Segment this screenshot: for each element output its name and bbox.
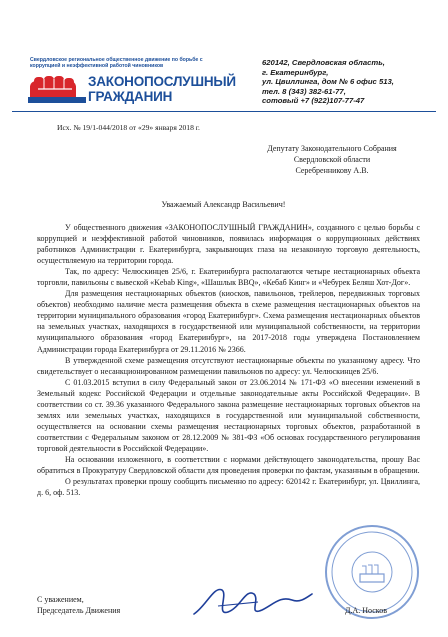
paragraph: Так, по адресу: Челюскинцев 25/6, г. Екатеринбурга располагаются четыре нестационарных объекта торговли, павильоны с вывеской «Kebab King», «Шашлык BBQ», «Кебаб Кинг» и «Чебурек Беляш Хот-Дог».: [37, 267, 420, 288]
outgoing-reference: Исх. № 19/1-044/2018 от «29» января 2018 г.: [57, 123, 200, 132]
letter-body: [37, 222, 420, 498]
letterhead: [0, 0, 448, 118]
logo-title-line2: ГРАЖДАНИН: [88, 89, 173, 104]
address-line: сотовый +7 (922)107-77-47: [262, 96, 365, 106]
address-line: тел. 8 (343) 382-61-77,: [262, 86, 346, 96]
org-description: Свердловское региональное общественное движение по борьбе с коррупцией и неэффективной работой чиновников: [30, 57, 203, 70]
paragraph: На основании изложенного, в соответствии с нормами действующего законодательства, прошу Вас обратиться в Прокуратуру Свердловской области для проведения проверки по фактам, указанным в обращении.: [37, 454, 420, 476]
paragraph: У общественного движения «ЗАКОНОПОСЛУШНЫЙ ГРАЖДАНИН», созданного с целью борьбы с коррупцией и неэффективной работой чиновников, появилась информация о коррупционных действиях работников Администрации г. Екатеринбурга, закрывающих глаза на незаконную торговую деятельность, осуществляемую на территории города.: [37, 223, 420, 266]
header-divider: [12, 111, 436, 112]
signer-name: Д.А. Носков: [345, 606, 388, 615]
recipient-line: Свердловской области: [293, 155, 371, 165]
paragraph: В утвержденной схеме размещения отсутствуют нестационарные объекты по указанному адресу. Что свидетельствует о несанкционированном размещении павильонов по адресу: ул. Челюскинцев 25/6.: [37, 355, 420, 376]
paragraph: О результатах проверки прошу сообщить письменно по адресу: 620142 г. Екатеринбург, ул. Цвиллинга, д. 6, оф. 513.: [37, 477, 420, 498]
greeting: Уважаемый Александр Васильевич!: [161, 200, 286, 209]
recipient-line: Серебренникову А.В.: [295, 166, 369, 176]
fist-logo-icon: [28, 73, 88, 105]
paragraph: С 01.03.2015 вступил в силу Федеральный закон от 23.06.2014 № 171-ФЗ «О внесении изменений в Земельный кодекс Российской Федерации и отдельные законодательные акты Российской Федерации». В соответствии со ст. 39.36 указанного Федерального закона размещение нестационарных торговых объектов на землях или земельных участках, находящихся в государственной или муниципальной собственности, осуществляется на основании схемы размещения нестационарных торговых объектов, разработанной в соответствии с Федеральным законом от 28.12.2009 № 381-ФЗ «Об основах государственного регулирования торговой деятельности в Российской Федерации».: [37, 377, 420, 453]
address-line: 620142, Свердловская область,: [262, 58, 385, 67]
address-line: г. Екатеринбург,: [262, 67, 329, 77]
address-line: ул. Цвиллинга, дом № 6 офис 513,: [262, 77, 394, 87]
recipient-line: Депутату Законодательного Собрания: [267, 144, 397, 153]
paragraph: Для размещения нестационарных объектов (киосков, павильонов, трейлеров, передвижных торговых объектов) необходимо наличие места размещения объекта в схеме размещения нестационарных объектов на территории муниципального образования «город Екатеринбург». Схема размещения нестационарных объектов на земельных участках, находящихся в государственной или муниципальной собственности, на территории муниципального образования «город Екатеринбург», на 2017-2018 годы утверждена Постановлением Администрации города Екатеринбурга от 29.11.2016 № 2366.: [37, 289, 420, 354]
logo-title: [88, 74, 236, 104]
closing-phrase: С уважением,: [37, 595, 84, 604]
logo-title-line1: ЗАКОНОПОСЛУШНЫЙ: [88, 74, 236, 89]
recipient-block: [236, 143, 428, 177]
signer-title: Председатель Движения: [37, 606, 121, 616]
org-address: [262, 58, 422, 106]
